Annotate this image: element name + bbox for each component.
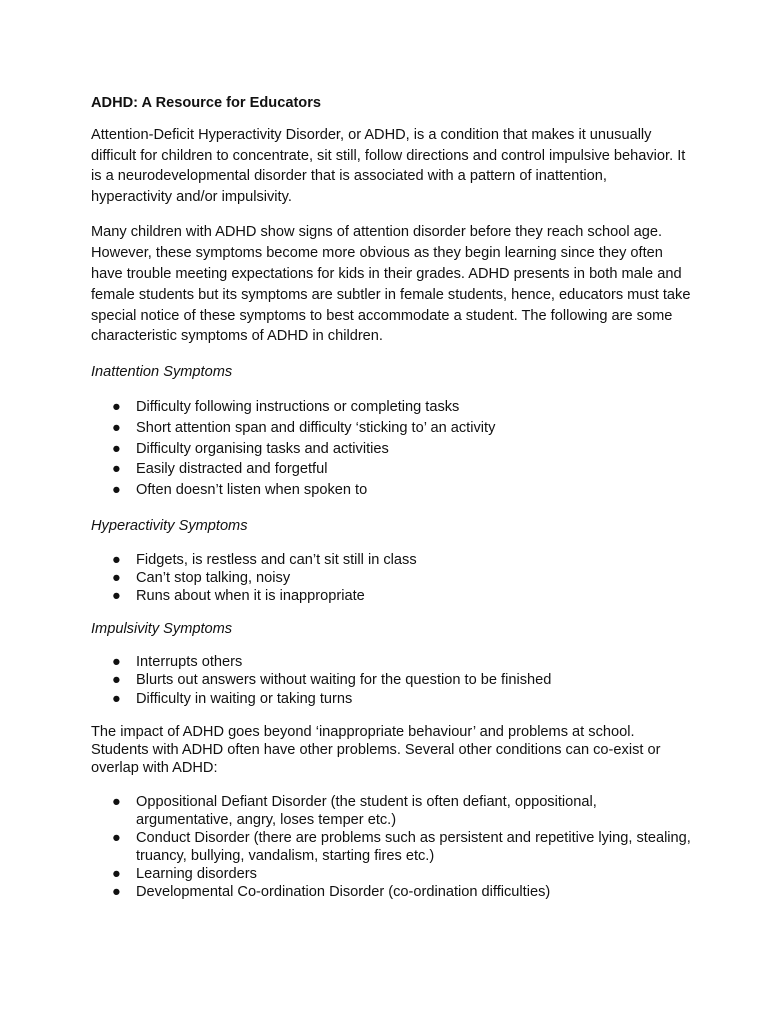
bullet-icon: ● <box>112 654 121 671</box>
list-item: ● Difficulty in waiting or taking turns <box>112 690 353 707</box>
impulsivity-list <box>91 653 691 708</box>
bullet-icon: ● <box>112 399 121 416</box>
bullet-icon: ● <box>112 865 121 882</box>
inattention-heading: Inattention Symptoms <box>91 364 233 381</box>
intro-paragraph: Attention-Deficit Hyperactivity Disorder, or ADHD, is a condition that makes it unusually difficult for children to concentrate, sit still, follow directions and control impulsive behavior. It is a neurodevelopmental disorder that is associated with a pattern of inattention, hyperactivity and/or impulsivity. <box>91 127 686 205</box>
conditions-list <box>91 793 691 901</box>
list-item: ● Learning disorders <box>112 865 257 882</box>
list-item: ● Difficulty following instructions or completing tasks <box>91 397 691 418</box>
list-item: ● Developmental Co-ordination Disorder (co-ordination difficulties) <box>112 883 551 900</box>
bullet-icon: ● <box>112 883 121 900</box>
context-paragraph: Many children with ADHD show signs of attention disorder before they reach school age. However, these symptoms become more obvious as they begin learning since they often have trouble meeting expectations for kids in their grades. ADHD presents in both male and female students but its symptoms are subtler in female students, hence, educators must take special notice of these symptoms to best accommodate a student. The following are some characteristic symptoms of ADHD in children. <box>91 224 691 345</box>
list-item: ● Can’t stop talking, noisy <box>112 569 291 586</box>
bullet-icon: ● <box>112 461 121 478</box>
list-item: ● Runs about when it is inappropriate <box>112 588 365 605</box>
list-item: ● Conduct Disorder (there are problems such as persistent and repetitive lying, stealing, truancy, bullying, vandalism, starting fires etc.) <box>112 829 691 864</box>
list-item: ● Blurts out answers without waiting for the question to be finished <box>112 672 552 689</box>
document-title: ADHD: A Resource for Educators <box>91 95 322 111</box>
bullet-icon: ● <box>112 588 121 605</box>
bullet-icon: ● <box>112 481 121 498</box>
hyperactivity-heading: Hyperactivity Symptoms <box>91 517 248 534</box>
impact-paragraph: The impact of ADHD goes beyond ‘inappropriate behaviour’ and problems at school. Students with ADHD often have other problems. Several other conditions can co-exist or overlap with ADHD: <box>91 723 661 776</box>
list-item: ● Often doesn’t listen when spoken to <box>91 480 691 501</box>
list-item: ● Interrupts others <box>112 654 243 671</box>
hyperactivity-list <box>91 551 691 606</box>
list-item: ● Short attention span and difficulty ‘sticking to’ an activity <box>91 418 691 439</box>
bullet-icon: ● <box>112 672 121 689</box>
bullet-icon: ● <box>112 793 121 810</box>
bullet-icon: ● <box>112 440 121 457</box>
inattention-list <box>91 397 691 501</box>
list-item: ● Difficulty organising tasks and activities <box>91 439 691 460</box>
bullet-icon: ● <box>112 690 121 707</box>
impulsivity-heading: Impulsivity Symptoms <box>91 621 233 638</box>
bullet-icon: ● <box>112 569 121 586</box>
list-item: ● Fidgets, is restless and can’t sit still in class <box>112 551 417 568</box>
list-item: ● Easily distracted and forgetful <box>91 459 691 480</box>
document-page <box>91 93 691 901</box>
bullet-icon: ● <box>112 419 121 436</box>
list-item: ● Oppositional Defiant Disorder (the student is often defiant, oppositional, argumentative, angry, loses temper etc.) <box>112 793 597 828</box>
bullet-icon: ● <box>112 829 121 846</box>
bullet-icon: ● <box>112 551 121 568</box>
